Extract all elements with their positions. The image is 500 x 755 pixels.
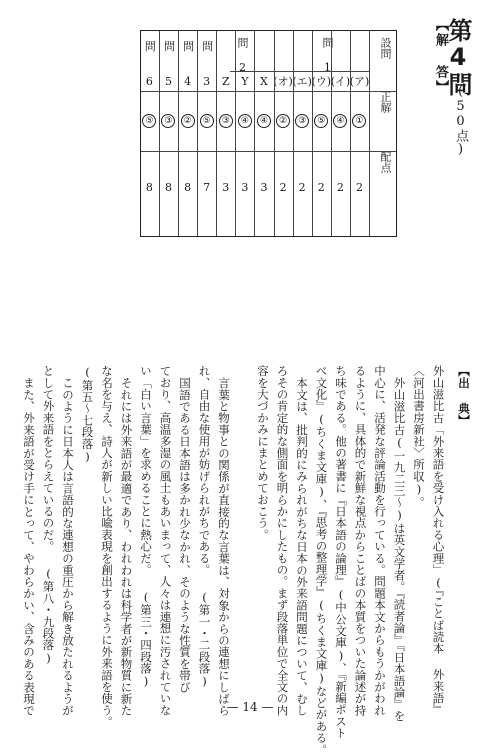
table-column — [216, 31, 236, 236]
answer-value: ④ — [333, 114, 347, 128]
points-cell: 8 — [184, 180, 192, 194]
question-caption: 問 — [163, 40, 175, 53]
answer-value: ③ — [295, 114, 309, 128]
source-label: 【出 典】 — [457, 365, 471, 426]
answer-cell — [216, 113, 235, 129]
group-caption-1: 問 1 — [321, 37, 334, 74]
answer-cell — [178, 113, 197, 129]
points-cell: 3 — [241, 180, 249, 194]
text-line: ち味である。他の著書に『日本語の論理』(中公文庫)、『新編ポスト — [334, 365, 348, 739]
question-label: 5 — [164, 74, 172, 88]
answer-section-label: 【解 答】 — [433, 18, 448, 95]
points-cell: 2 — [279, 180, 287, 194]
text-line: 言葉と物事との関係が直接的な言葉は、対象からの連想にしばら — [217, 376, 231, 716]
text-line: べ文化』(ちくま文庫)、『思考の整理学』(ちくま文庫)などがある。 — [314, 365, 329, 755]
table-column — [312, 31, 332, 236]
text-line: るように、具体的で新鮮な視点からことばの本質をついた論述が持 — [353, 365, 368, 716]
question-label: X — [260, 74, 268, 88]
answer-value: ⑤ — [142, 114, 156, 128]
answer-cell — [312, 113, 331, 129]
text-line: 国語である日本語は多かれ少なかれ、そのような性質を帯び — [178, 376, 192, 693]
table-column — [140, 31, 160, 236]
answer-value: ④ — [238, 114, 252, 128]
table-column — [350, 31, 370, 236]
text-line: ろその肯定的な側面を明らかにしたもの。まず段落単位で全文の内 — [275, 365, 290, 716]
answer-value: ② — [181, 114, 195, 128]
question-label: (エ) — [292, 75, 312, 88]
answer-value: ④ — [257, 114, 271, 128]
points-cell: 8 — [145, 180, 153, 194]
table-column — [254, 31, 274, 236]
text-line: また、外来語が受け手にとって、やわらかい、含みのある表現で — [22, 376, 36, 716]
answer-cell — [159, 113, 178, 129]
table-column — [235, 31, 255, 236]
answer-cell — [140, 113, 159, 129]
text-line: な名を与え、詩人が新しい比喩表現を創出するように外来語を使う。 — [100, 365, 114, 728]
answer-value: ⑤ — [200, 114, 214, 128]
question-label: (イ) — [330, 75, 351, 88]
points-cell: 2 — [355, 180, 363, 194]
answer-cell — [293, 113, 312, 129]
question-caption: 問 — [144, 40, 156, 53]
answer-cell — [331, 113, 350, 129]
text-line: (第五〜七段落) — [80, 365, 95, 464]
text-line: れ、自由な使用が妨げられがちである。 (第一・二段落) — [197, 365, 212, 689]
table-column — [293, 31, 313, 236]
points-cell: 3 — [260, 180, 268, 194]
text-line: 中心に、活発な評論活動を行っている。問題本文からもうかがわれ — [373, 365, 387, 716]
table-column — [274, 31, 294, 236]
points-label: (50点) — [453, 84, 468, 157]
header-seikai: 正解 — [379, 91, 392, 113]
answer-table — [140, 30, 397, 237]
question-caption: 問 — [202, 40, 214, 53]
text-line: 外山滋比古(一九二三〜)は英文学者。『読者論』『日本語論』を — [392, 376, 407, 721]
points-cell: 2 — [317, 180, 325, 194]
answer-cell — [235, 113, 254, 129]
page-number: — 14 — — [226, 700, 274, 714]
text-line: 容を大づかみにまとめておこう。 — [256, 365, 270, 541]
points-cell: 2 — [298, 180, 306, 194]
answer-cell — [197, 113, 216, 129]
table-column — [178, 31, 198, 236]
question-label: Y — [241, 74, 249, 88]
answer-cell — [254, 113, 273, 129]
table-column — [197, 31, 217, 236]
text-line: このように日本人は言語的な連想の重圧から解き放たれるようが — [61, 376, 75, 716]
answer-value: ⑤ — [314, 114, 328, 128]
points-cell: 7 — [203, 180, 211, 194]
text-line: い「白い言葉」を求めることに熱心だ。 (第三・四段落) — [139, 365, 153, 689]
question-label: (オ) — [273, 75, 293, 88]
question-label: Z — [221, 74, 230, 88]
text-line: ており、高温多湿の風土もあいまって、人々は連想に汚されていな — [158, 365, 173, 716]
points-cell: 2 — [336, 180, 344, 194]
text-line: 〈河出書房新社〉所収)。 — [412, 365, 426, 508]
text-line: として外来語をとらえているのだ。 (第八・九段落) — [41, 365, 56, 665]
points-cell: 8 — [164, 180, 172, 194]
answer-cell — [274, 113, 293, 129]
answer-value: ① — [352, 114, 366, 128]
points-cell: 3 — [222, 180, 230, 194]
text-line: 本文は、批判的にみられがちな日本の外来語問題について、むし — [295, 376, 309, 716]
header-haiten: 配点 — [379, 151, 392, 173]
question-label: 6 — [145, 74, 153, 88]
text-line: それには外来語が最適であり、われわれは科学者が新物質に新た — [119, 376, 134, 716]
table-column — [331, 31, 351, 236]
answer-cell — [350, 113, 369, 129]
question-label: 3 — [203, 74, 211, 88]
table-column — [159, 31, 179, 236]
text-line: 外山滋比古「外来語を受け入れる心理」(『ことば読本 外来語』 — [431, 365, 446, 716]
page-title: 第4問 — [444, 18, 472, 97]
question-label: (ア) — [349, 75, 370, 88]
answer-value: ③ — [161, 114, 175, 128]
question-label: (ウ) — [311, 75, 332, 88]
question-caption: 問 — [183, 40, 195, 53]
question-label: 4 — [184, 74, 192, 88]
answer-value: ② — [276, 114, 290, 128]
answer-value: ③ — [219, 114, 233, 128]
header-setsumon: 設問 — [379, 37, 392, 59]
group-caption-2: 問 2 — [236, 37, 249, 74]
